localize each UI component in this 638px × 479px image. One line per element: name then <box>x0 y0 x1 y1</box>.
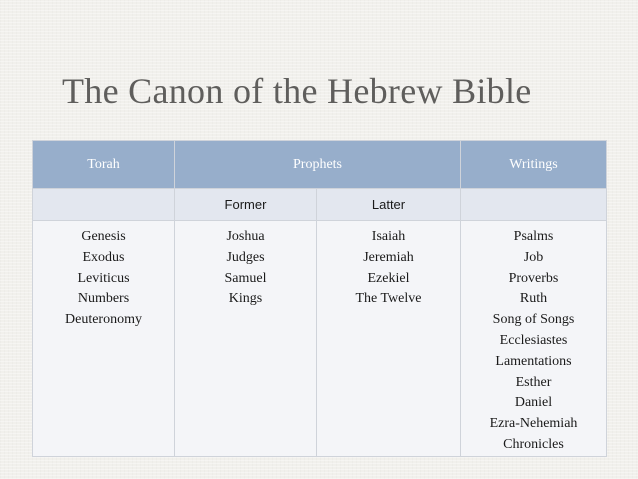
subheader-torah-empty <box>33 189 175 221</box>
book-name: The Twelve <box>355 291 422 307</box>
torah-list <box>33 221 174 331</box>
book-name: Psalms <box>513 229 554 244</box>
book-name: Ezekiel <box>367 270 410 286</box>
book-name: Judges <box>226 249 265 265</box>
latter-cell <box>317 221 461 457</box>
book-name: Daniel <box>514 395 553 411</box>
book-name: Lamentations <box>495 353 572 369</box>
book-name: Jeremiah <box>363 249 414 265</box>
subheader-latter: Latter <box>317 189 461 221</box>
table-header-row <box>33 141 607 189</box>
canon-table <box>32 140 607 457</box>
book-name: Deuteronomy <box>65 312 142 328</box>
writings-cell <box>461 221 607 457</box>
header-writings: Writings <box>461 141 607 189</box>
book-name: Joshua <box>226 229 265 244</box>
table-subheader-row <box>33 189 607 221</box>
header-torah: Torah <box>33 141 175 189</box>
book-name: Ruth <box>519 291 548 307</box>
header-prophets: Prophets <box>175 141 461 189</box>
subheader-former: Former <box>175 189 317 221</box>
subheader-writings-empty <box>461 189 607 221</box>
writings-list <box>461 221 606 456</box>
book-name: Numbers <box>77 291 130 307</box>
book-name: Isaiah <box>371 229 406 244</box>
former-list <box>175 221 316 310</box>
book-name: Exodus <box>82 249 125 265</box>
former-cell <box>175 221 317 457</box>
book-name: Job <box>523 249 544 265</box>
latter-list <box>317 221 460 310</box>
book-name: Kings <box>228 291 263 307</box>
book-name: Song of Songs <box>492 312 575 328</box>
torah-cell <box>33 221 175 457</box>
book-name: Proverbs <box>508 270 559 286</box>
book-name: Esther <box>515 374 552 390</box>
book-name: Ezra-Nehemiah <box>489 416 578 432</box>
book-name: Samuel <box>224 270 267 286</box>
book-name: Ecclesiastes <box>499 332 568 348</box>
book-name: Chronicles <box>503 436 564 452</box>
book-name: Leviticus <box>77 270 130 286</box>
page-title: The Canon of the Hebrew Bible <box>62 71 532 111</box>
table-body-row <box>33 221 607 457</box>
book-name: Genesis <box>81 229 126 244</box>
